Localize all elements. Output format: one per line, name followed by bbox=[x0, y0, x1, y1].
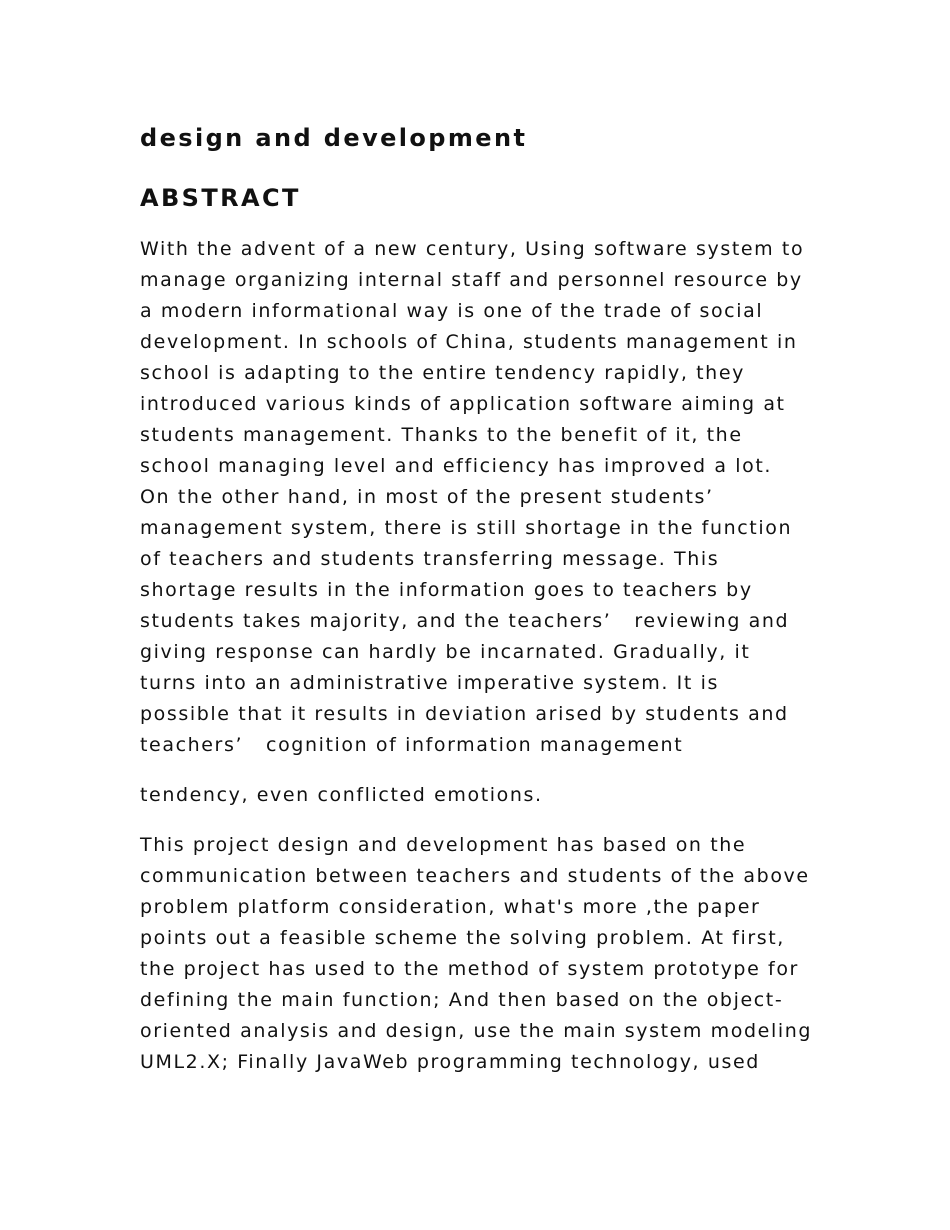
text-line: students management. Thanks to the benefit of it, the bbox=[140, 424, 743, 446]
text-line: On the other hand, in most of the present students’ bbox=[140, 486, 714, 508]
text-line: school is adapting to the entire tendency rapidly, they bbox=[140, 362, 745, 384]
text-line: turns into an administrative imperative system. It is bbox=[140, 672, 719, 694]
paragraph-spacer bbox=[140, 811, 830, 830]
text-line: oriented analysis and design, use the main system modeling bbox=[140, 1020, 813, 1042]
text-line: students takes majority, and the teachers’ reviewing and bbox=[140, 610, 790, 632]
text-line: This project design and development has based on the bbox=[140, 834, 747, 856]
text-line: shortage results in the information goes to teachers by bbox=[140, 579, 753, 601]
paragraph-spacer bbox=[140, 761, 830, 780]
text-line: school managing level and efficiency has improved a lot. bbox=[140, 455, 773, 477]
text-line: of teachers and students transferring message. This bbox=[140, 548, 720, 570]
text-line: problem platform consideration, what's more ,the paper bbox=[140, 896, 761, 918]
document-page bbox=[140, 122, 830, 1078]
abstract-paragraph-3 bbox=[140, 830, 830, 1078]
text-line: teachers’ cognition of information management bbox=[140, 734, 684, 756]
text-line: tendency, even conflicted emotions. bbox=[140, 784, 543, 806]
text-line: development. In schools of China, students management in bbox=[140, 331, 798, 353]
abstract-heading: ABSTRACT bbox=[140, 184, 301, 212]
text-line: communication between teachers and students of the above bbox=[140, 865, 810, 887]
text-line: defining the main function; And then based on the object- bbox=[140, 989, 784, 1011]
text-line: possible that it results in deviation arised by students and bbox=[140, 703, 789, 725]
text-line: a modern informational way is one of the trade of social bbox=[140, 300, 764, 322]
text-line: points out a feasible scheme the solving problem. At first, bbox=[140, 927, 785, 949]
abstract-paragraph-2 bbox=[140, 780, 830, 811]
text-line: the project has used to the method of system prototype for bbox=[140, 958, 799, 980]
text-line: giving response can hardly be incarnated. Gradually, it bbox=[140, 641, 751, 663]
text-line: introduced various kinds of application software aiming at bbox=[140, 393, 786, 415]
abstract-paragraph-1 bbox=[140, 234, 830, 761]
text-line: management system, there is still shortage in the function bbox=[140, 517, 793, 539]
text-line: With the advent of a new century, Using software system to bbox=[140, 238, 805, 260]
document-title-fragment: design and development bbox=[140, 124, 528, 152]
text-line: manage organizing internal staff and personnel resource by bbox=[140, 269, 803, 291]
text-line: UML2.X; Finally JavaWeb programming technology, used bbox=[140, 1051, 760, 1073]
